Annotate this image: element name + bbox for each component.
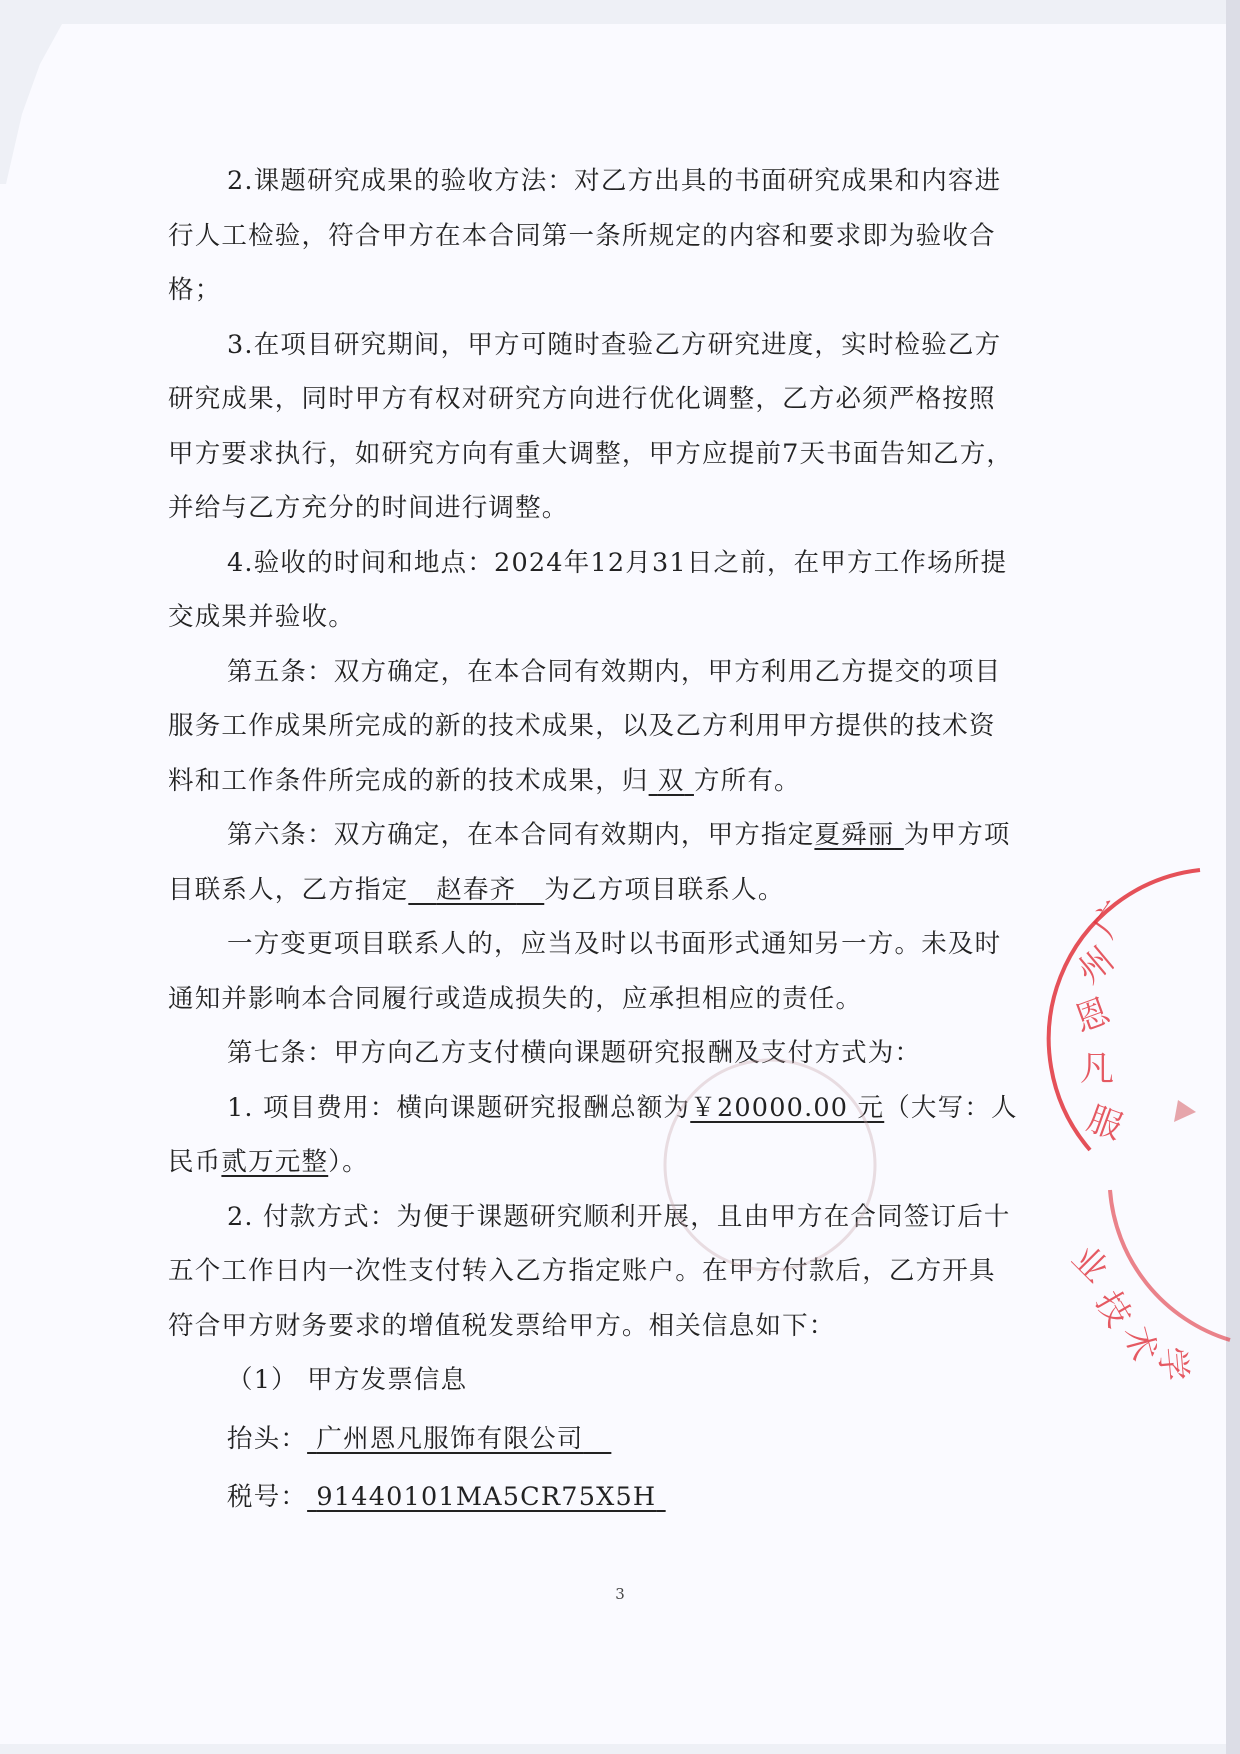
article-5-end: 方所有。 (693, 765, 801, 796)
tax-number-row (168, 1470, 1018, 1525)
contract-body (168, 154, 1018, 1525)
party-b-contact: 赵春齐 (436, 874, 517, 905)
svg-text:业: 业 (1063, 1238, 1116, 1291)
company-name: 广州恩凡服饰有限公司 (316, 1423, 584, 1454)
article-5 (168, 645, 1018, 809)
clause-acceptance-method: 2.课题研究成果的验收方法：对乙方出具的书面研究成果和内容进行人工检验，符合甲方在本合同第一条所规定的内容和要求即为验收合格； (168, 166, 1002, 305)
svg-text:术: 术 (1116, 1321, 1164, 1366)
svg-text:技: 技 (1087, 1284, 1139, 1334)
tax-number-value (307, 1482, 666, 1512)
contact-change-clause: 一方变更项目联系人的，应当及时以书面形式通知另一方。未及时通知并影响本合同履行或造成损失的，应承担相应的责任。 (168, 929, 1002, 1014)
red-seal-stamp (1000, 860, 1240, 1383)
fee-upper-label: （大写：人民币 (168, 1092, 1018, 1177)
invoice-title-value (307, 1424, 611, 1454)
article-6-middle: 为甲方项目联系人，乙方指定 (168, 820, 1011, 905)
fee-text: 1. 项目费用：横向课题研究报酬总额为 (227, 1092, 691, 1123)
svg-text:州: 州 (1070, 939, 1122, 992)
article-5-text: 第五条：双方确定，在本合同有效期内，甲方利用乙方提交的项目服务工作成果所完成的新的技术成果，以及乙方利用甲方提供的技术资料和工作条件所完成的新的技术成果，归 (168, 656, 1002, 796)
fee-amount-uppercase: 贰万元整 (221, 1147, 329, 1177)
article-6 (168, 808, 1018, 917)
clause-acceptance-time: 4.验收的时间和地点：2024年12月31日之前，在甲方工作场所提交成果并验收。 (168, 547, 1008, 632)
invoice-title-label: 抬头： (227, 1423, 308, 1454)
party-a-contact: 夏舜丽 (814, 820, 895, 850)
svg-text:恩: 恩 (1069, 991, 1116, 1041)
torn-corner (0, 24, 70, 184)
clause-progress-check: 3.在项目研究期间，甲方可随时查验乙方研究进度，实时检验乙方研究成果，同时甲方有权对研究方向进行优化调整，乙方必须严格按照甲方要求执行，如研究方向有重大调整，甲方应提前7天书面告知乙方，并给与乙方充分的时间进行调整。 (168, 329, 1014, 523)
svg-text:学: 学 (1151, 1345, 1194, 1383)
svg-text:广: 广 (1084, 894, 1137, 946)
article-6-end: 为乙方项目联系人。 (544, 874, 785, 905)
page-number: 3 (615, 1585, 625, 1603)
fee-amount: ￥20000.00 元 (690, 1092, 885, 1123)
svg-text:凡: 凡 (1080, 1049, 1114, 1089)
project-fee (168, 1081, 1018, 1190)
article-7: 第七条：甲方向乙方支付横向课题研究报酬及支付方式为： (227, 1038, 922, 1068)
ownership-blank (649, 766, 694, 796)
invoice-title-row (168, 1412, 1018, 1467)
fee-end: ）。 (328, 1147, 369, 1177)
article-6-text: 第六条：双方确定，在本合同有效期内，甲方指定 (227, 820, 815, 850)
ownership-value: 双 (657, 765, 685, 796)
party-a-contact-blank (814, 820, 903, 850)
svg-text:服: 服 (1081, 1098, 1128, 1149)
tax-number: 91440101MA5CR75X5H (316, 1482, 657, 1512)
party-b-contact-blank (408, 875, 544, 905)
faded-seal-stamp (660, 1050, 880, 1280)
tax-number-label: 税号： (227, 1482, 308, 1512)
payment-method: 2. 付款方式：为便于课题研究顺利开展，且由甲方在合同签订后十五个工作日内一次性支付转入乙方指定账户。在甲方付款后，乙方开具符合甲方财务要求的增值税发票给甲方。相关信息如下： (168, 1201, 1011, 1341)
invoice-heading: （1） 甲方发票信息 (227, 1365, 468, 1395)
